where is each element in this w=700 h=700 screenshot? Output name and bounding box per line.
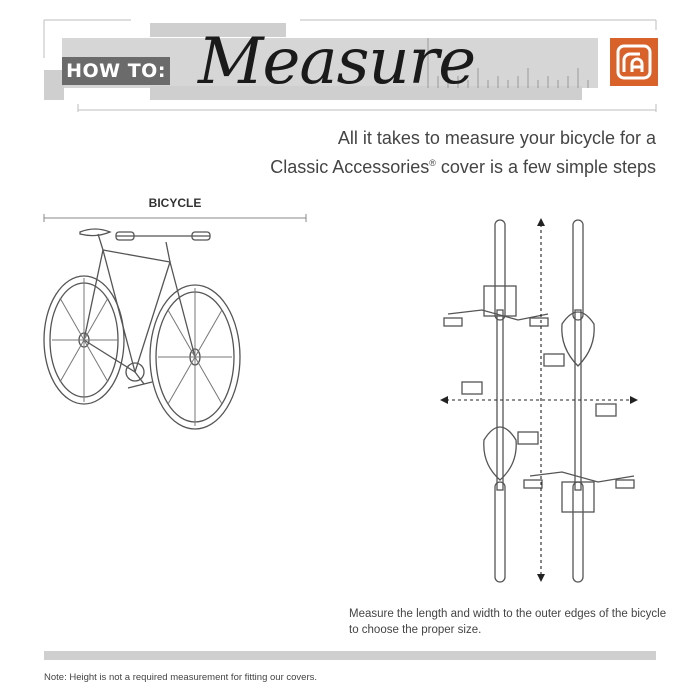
bicycle-top-view-illustration xyxy=(438,214,638,586)
footer-divider xyxy=(44,651,656,660)
registered-mark: ® xyxy=(429,158,436,168)
intro-line-2 xyxy=(196,151,656,180)
banner-band-left xyxy=(44,70,64,100)
bicycle-side-view-illustration xyxy=(40,212,310,437)
measure-instructions: Measure the length and width to the outer edges of the bicycle to choose the proper size. xyxy=(349,608,667,636)
classic-accessories-logo-icon xyxy=(610,38,658,86)
intro-line-2-pre: Classic Accessories xyxy=(270,157,430,177)
intro-line-2-post: cover is a few simple steps xyxy=(435,157,656,177)
intro-text xyxy=(196,126,656,180)
page-title: Measure xyxy=(198,25,476,99)
how-to-label: HOW TO: xyxy=(62,57,170,85)
intro-line-1: All it takes to measure your bicycle for a xyxy=(337,128,656,148)
footer-note: Note: Height is not a required measurement for fitting our covers. xyxy=(44,672,317,683)
bicycle-label: BICYCLE xyxy=(148,196,202,210)
